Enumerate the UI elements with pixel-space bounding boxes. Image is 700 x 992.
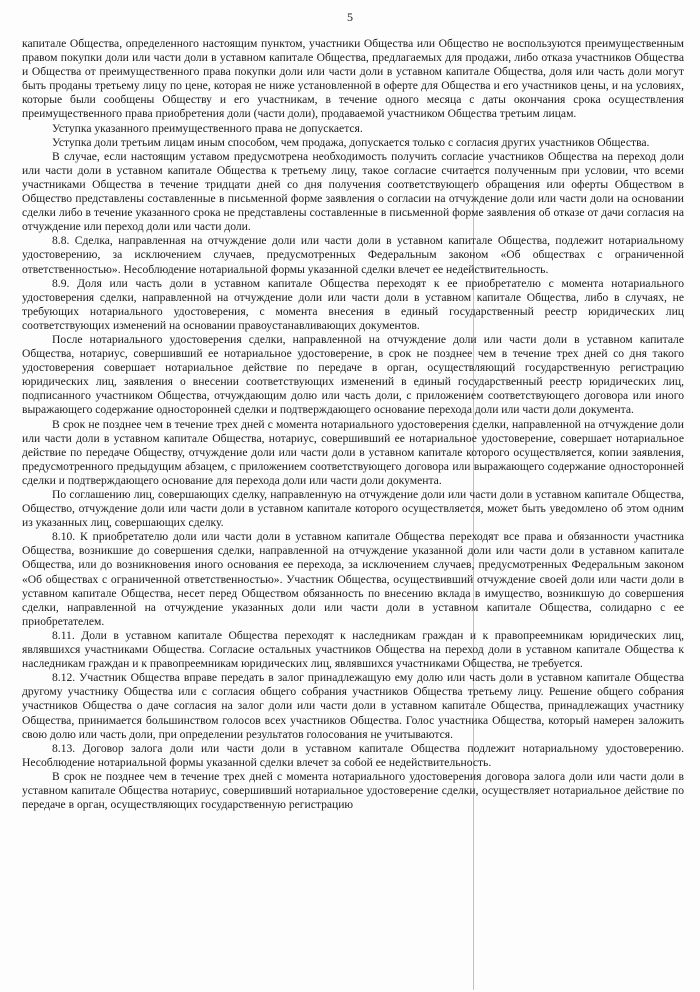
paragraph: В срок не позднее чем в течение трех дней с момента нотариального удостоверения сделки, направленной на отчуждение доли или части доли в уставном капитале Общества, нотариус, совершивший ее нотариальное удостоверение, совершает нотариальное действие по передаче Обществу, отчуждение доли или части доли в уставном капитале которого осуществляется, копии заявления, предусмотренного предыдущим абзацем, с приложением соответствующего договора или выражающего содержание односторонней сделки и подтверждающего основание для перехода доли или части доли документа. xyxy=(22,417,684,487)
clause-8-11: 8.11. Доли в уставном капитале Общества переходят к наследникам граждан и к правопреемникам юридических лиц, являвшихся участниками Общества. Согласие остальных участников Общества на переход доли в уставном капитале Общества к наследникам граждан и к правопреемникам юридических лиц, являвшихся участниками Общества, не требуется. xyxy=(22,628,684,671)
clause-8-13: 8.13. Договор залога доли или части доли в уставном капитале Общества подлежит нотариальному удостоверению. Несоблюдение нотариальной формы указанной сделки влечет за собой ее недействительность. xyxy=(22,741,684,769)
paragraph: По соглашению лиц, совершающих сделку, направленную на отчуждение доли или части доли в уставном капитале Общества, Общество, отчуждение доли или части доли в уставном капитале которого осуществляется, может быть уведомлено об этом одним из указанных лиц, совершающих сделку. xyxy=(22,488,684,530)
page-body xyxy=(22,37,684,812)
paragraph-continuation: капитале Общества, определенного настоящим пунктом, участники Общества или Общество не воспользуются преимущественным правом покупки доли или части доли в уставном капитале Общества, предлагаемых для продажи, либо отказа участников Общества и Общества от преимущественного права покупки доли или части доли в уставном капитале Общества, доля или часть доли могут быть проданы третьему лицу по цене, которая не ниже установленной в оферте для Общества и его участников цены, и на условиях, которые были сообщены Обществу и его участникам, в течение одного месяца с даты окончания срока осуществления преимущественного права приобретения доли (части доли), продаваемой участником Общества третьим лицам. xyxy=(22,37,684,121)
page-number: 5 xyxy=(347,10,353,24)
clause-8-9: 8.9. Доля или часть доли в уставном капитале Общества переходят к ее приобретателю с момента нотариального удостоверения сделки, направленной на отчуждение доли или части доли в уставном капитале Общества, либо в случаях, не требующих нотариального удостоверения, с момента внесения в единый государственный реестр юридических лиц соответствующих изменений на основании правоустанавливающих документов. xyxy=(22,276,684,332)
clause-8-12: 8.12. Участник Общества вправе передать в залог принадлежащую ему долю или часть доли в уставном капитале Общества другому участнику Общества или с согласия общего собрания участников Общества третьему лицу. Решение общего собрания участников Общества о даче согласия на залог доли или части доли в уставном капитале Общества, принадлежащих участнику Общества, принимается большинством голосов всех участников Общества. Голос участника Общества, который намерен заложить свою долю или часть доли, при определении результатов голосования не учитываются. xyxy=(22,671,684,741)
paragraph: Уступка указанного преимущественного права не допускается. xyxy=(52,121,363,135)
paragraph: В срок не позднее чем в течение трех дней с момента нотариального удостоверения договора залога доли или части доли в уставном капитале Общества нотариус, совершивший нотариальное удостоверение сделки, осуществляет нотариальное действие по передаче в орган, осуществляющих государственную регистрацию xyxy=(22,769,684,812)
clause-8-10: 8.10. К приобретателю доли или части доли в уставном капитале Общества переходят все права и обязанности участника Общества, возникшие до совершения сделки, направленной на отчуждение указанной доли или части доли в уставном капитале Общества, или до возникновения иного основания ее перехода, за исключением случаев, предусмотренных Федеральным законом «Об обществах с ограниченной ответственностью». Участник Общества, осуществивший отчуждение своей доли или части доли в уставном капитале Общества, несет перед Обществом обязанность по внесению вклада в имущество, возникшую до совершения сделки, направленной на отчуждение указанных доли или части доли в уставном капитале Общества, солидарно с ее приобретателем. xyxy=(22,530,684,628)
clause-8-8: 8.8. Сделка, направленная на отчуждение доли или части доли в уставном капитале Общества, подлежит нотариальному удостоверению, за исключением случаев, предусмотренных Федеральным законом «Об обществах с ограниченной ответственностью». Несоблюдение нотариальной формы указанной сделки влечет ее недействительность. xyxy=(22,234,684,276)
paragraph: В случае, если настоящим уставом предусмотрена необходимость получить согласие участников Общества на переход доли или части доли в уставном капитале Общества к третьему лицу, такое согласие считается полученным при условии, что всеми участниками Общества в течение тридцати дней со дня получения соответствующего обращения или оферты Обществом в Общество представлены составленные в письменной форме заявления о согласии на отчуждение доли или части доли на основании сделки либо в течение указанного срока не представлены составленные в письменной форме заявления об отказе от дачи согласия на отчуждение или переход доли или части доли. xyxy=(22,149,684,234)
paragraph: После нотариального удостоверения сделки, направленной на отчуждение доли или части доли в уставном капитале Общества, нотариус, совершивший ее нотариальное удостоверение, в срок не позднее чем в течение трех дней со дня такого удостоверения совершает нотариальное действие по передаче в орган, осуществляющий государственную регистрацию юридических лиц, заявления о внесении соответствующих изменений в единый государственный реестр юридических лиц, подписанного участником Общества, отчуждающим долю или часть доли, с приложением соответствующего договора или иного выражающего содержание односторонней сделки и подтверждающего основание перехода доли или части доли документа. xyxy=(22,332,684,417)
paragraph: Уступка доли третьим лицам иным способом, чем продажа, допускается только с согласия других участников Общества. xyxy=(52,135,650,149)
